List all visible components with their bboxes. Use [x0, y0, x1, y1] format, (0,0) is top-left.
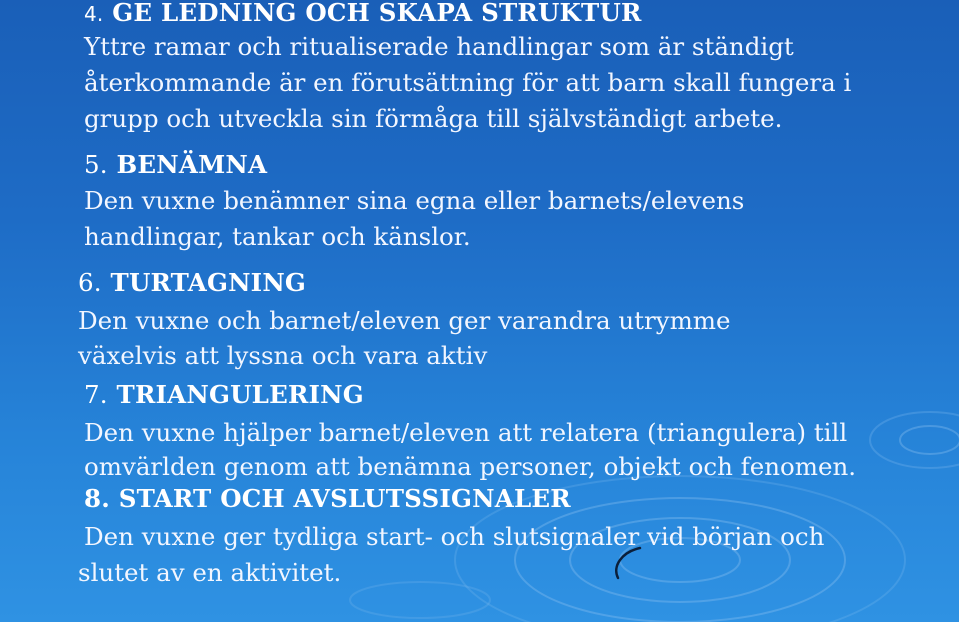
section-8-heading	[84, 484, 571, 514]
section-4-line-1: Yttre ramar och ritualiserade handlingar som är ständigt	[84, 32, 794, 61]
section-5-line-1: Den vuxne benämner sina egna eller barnets/elevens	[84, 186, 745, 215]
section-8-title: START OCH AVSLUTSSIGNALER	[118, 484, 571, 513]
section-8-line-1: Den vuxne ger tydliga start- och slutsignaler vid början och	[84, 522, 825, 551]
section-7-line-1: Den vuxne hjälper barnet/eleven att relatera (triangulera) till	[84, 418, 848, 447]
section-6-line-1: Den vuxne och barnet/eleven ger varandra utrymme	[78, 306, 731, 335]
section-7-line-2: omvärlden genom att benämna personer, objekt och fenomen.	[84, 452, 857, 481]
section-8-number: 8.	[84, 484, 110, 513]
section-6-heading	[78, 268, 306, 298]
section-5-line-2: handlingar, tankar och känslor.	[84, 222, 471, 251]
section-8-line-2: slutet av en aktivitet.	[78, 558, 342, 587]
section-7-title: TRIANGULERING	[116, 380, 364, 409]
section-4-title: GE LEDNING OCH SKAPA STRUKTUR	[112, 0, 642, 27]
section-7-number: 7.	[84, 380, 108, 409]
section-4-heading	[84, 0, 642, 29]
section-4-number: 4.	[84, 2, 104, 26]
section-5-title: BENÄMNA	[116, 150, 268, 179]
section-4-line-2: återkommande är en förutsättning för att barn skall fungera i	[84, 68, 852, 97]
section-6-number: 6.	[78, 268, 102, 297]
section-6-line-2: växelvis att lyssna och vara aktiv	[78, 341, 488, 370]
section-7-heading	[84, 380, 364, 410]
section-5-heading	[84, 150, 267, 180]
section-4-line-3: grupp och utveckla sin förmåga till självständigt arbete.	[84, 104, 783, 133]
section-5-number: 5.	[84, 150, 108, 179]
section-6-title: TURTAGNING	[110, 268, 307, 297]
